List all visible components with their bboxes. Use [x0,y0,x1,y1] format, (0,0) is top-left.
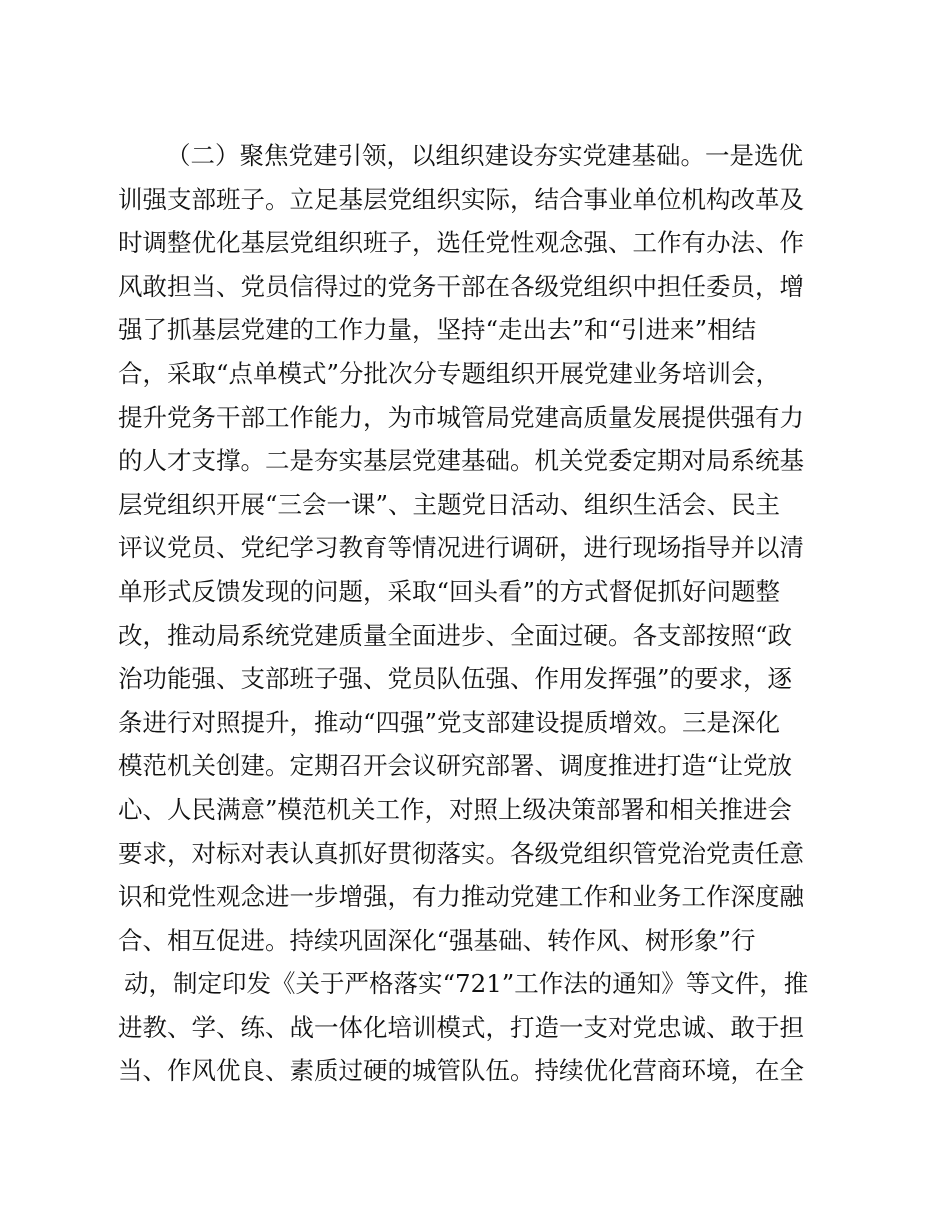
paragraph-line: 评议党员、党纪学习教育等情况进行调研，进行现场指导并以清 [118,533,804,563]
paragraph-line: 模范机关创建。定期召开会议研究部署、调度推进打造“让党放 [118,751,793,781]
paragraph-line: 风敢担当、党员信得过的党务干部在各级党组织中担任委员，增 [118,271,804,301]
paragraph-line: 合、相互促进。持续巩固深化“强基础、转作风、树形象”行 [118,925,756,955]
paragraph-line: 进教、学、练、战一体化培训模式，打造一支对党忠诚、敢于担 [118,1012,804,1042]
paragraph-line: 动，制定印发《关于严格落实“721”工作法的通知》等文件，推 [124,969,809,999]
paragraph-line: 时调整优化基层党组织班子，选任党性观念强、工作有办法、作 [118,228,804,258]
paragraph-line: 治功能强、支部班子强、党员队伍强、作用发挥强”的要求，逐 [118,664,793,694]
paragraph-line: 合，采取“点单模式”分批次分专题组织开展党建业务培训会， [118,358,781,388]
paragraph-line: 的人才支撑。二是夯实基层党建基础。机关党委定期对局系统基 [118,446,804,476]
body-paragraph [118,134,838,1093]
paragraph-line: 层党组织开展“三会一课”、主题党日活动、组织生活会、民主 [118,489,781,519]
paragraph-line: 提升党务干部工作能力，为市城管局党建高质量发展提供强有力 [118,402,804,432]
paragraph-line: （二）聚焦党建引领，以组织建设夯实党建基础。一是选优 [166,141,803,170]
paragraph-line: 识和党性观念进一步增强，有力推动党建工作和业务工作深度融 [118,882,804,912]
paragraph-line: 训强支部班子。立足基层党组织实际，结合事业单位机构改革及 [118,184,804,214]
paragraph-line: 条进行对照提升，推动“四强”党支部建设提质增效。三是深化 [118,707,781,737]
paragraph-line: 改，推动局系统党建质量全面进步、全面过硬。各支部按照“政 [118,620,793,650]
paragraph-line: 当、作风优良、素质过硬的城管队伍。持续优化营商环境，在全 [118,1056,804,1086]
paragraph-line: 单形式反馈发现的问题，采取“回头看”的方式督促抓好问题整 [118,576,781,606]
paragraph-line: 强了抓基层党建的工作力量，坚持“走出去”和“引进来”相结 [118,315,757,345]
paragraph-line: 要求，对标对表认真抓好贯彻落实。各级党组织管党治党责任意 [118,838,804,868]
paragraph-line: 心、人民满意”模范机关工作，对照上级决策部署和相关推进会 [118,794,793,824]
